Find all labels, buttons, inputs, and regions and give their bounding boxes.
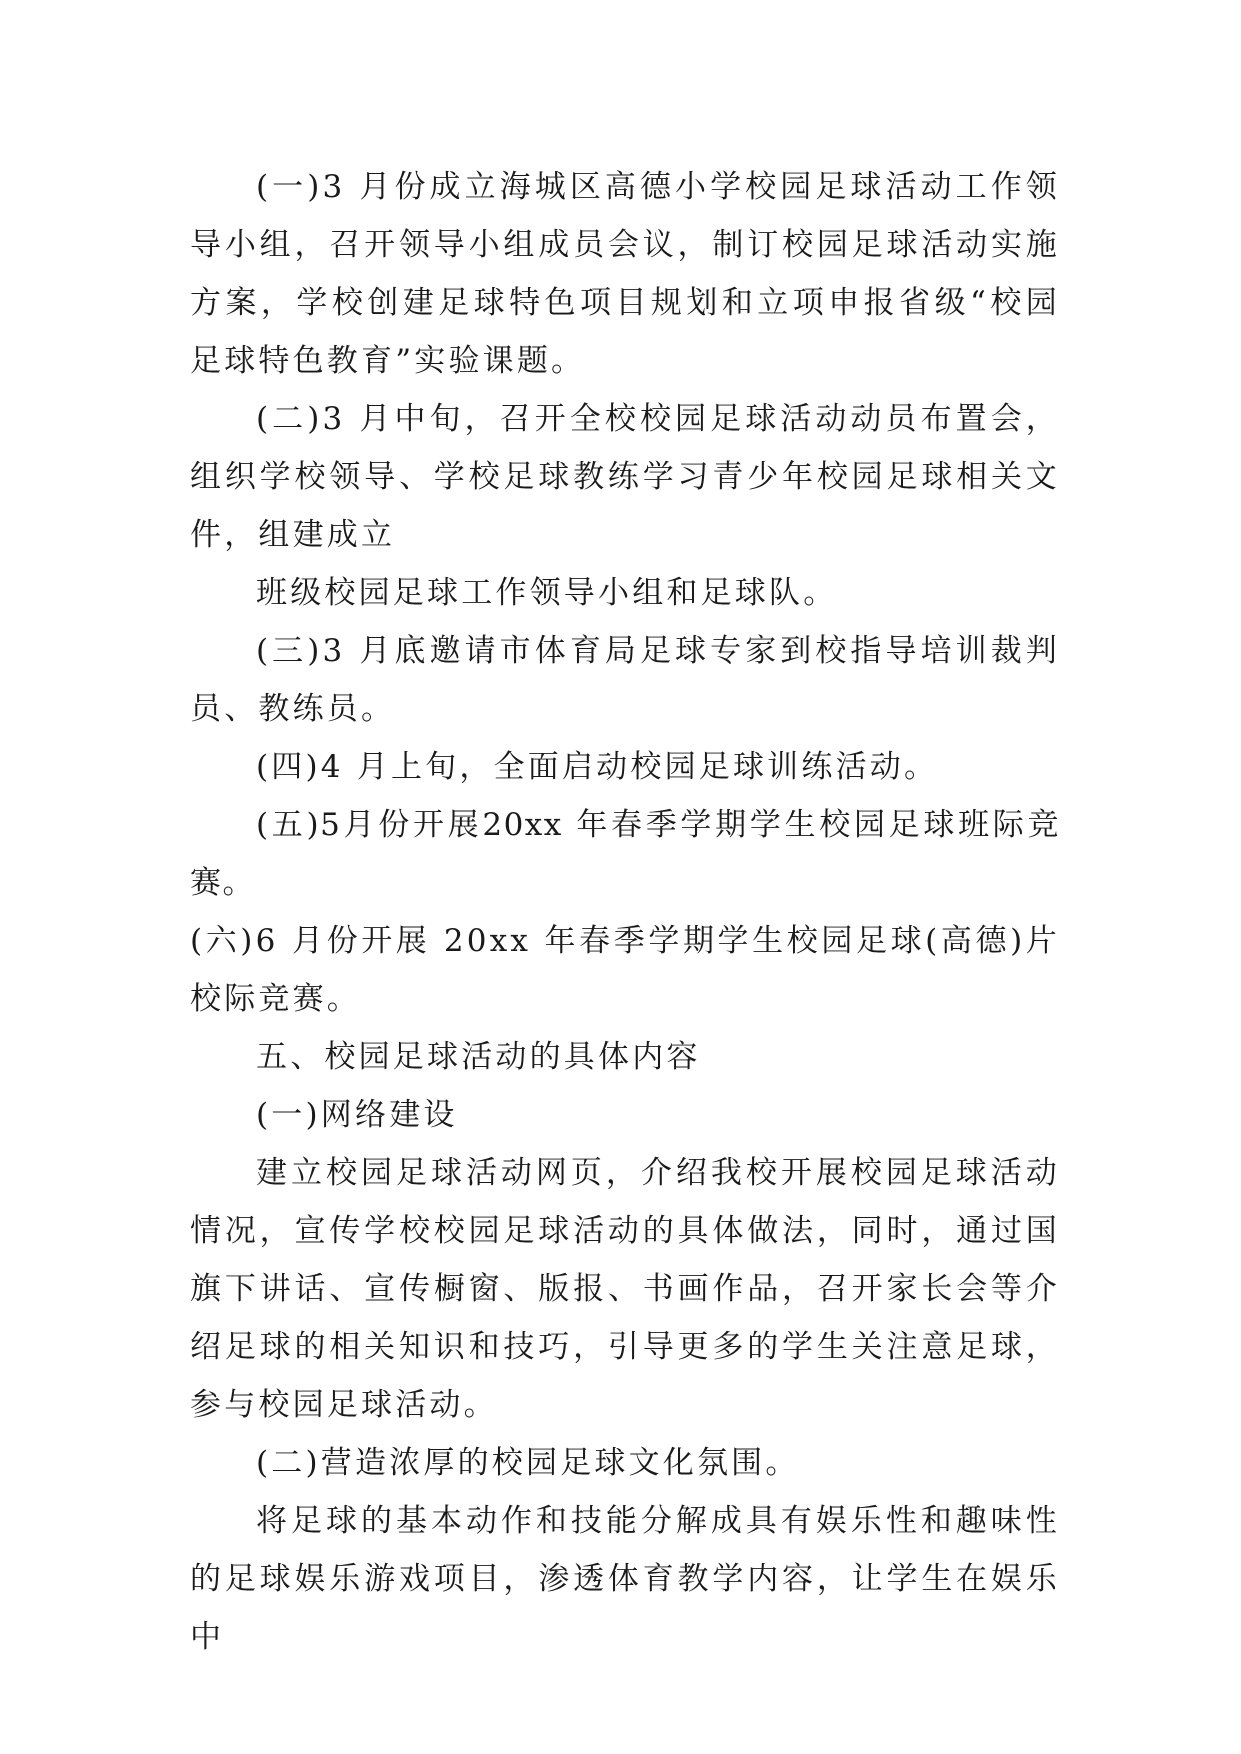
section-heading: 五、校园足球活动的具体内容 <box>256 1039 701 1075</box>
paragraph-2: (二)3 月中旬，召开全校校园足球活动动员布置会，组织学校领导、学校足球教练学习青少年校园足球相关文件，组建成立 <box>190 401 1060 553</box>
paragraph-culture: 将足球的基本动作和技能分解成具有娱乐性和趣味性的足球娱乐游戏项目，渗透体育教学内容，让学生在娱乐中 <box>190 1503 1060 1655</box>
paragraph-1: (一)3 月份成立海城区高德小学校园足球活动工作领导小组，召开领导小组成员会议，制订校园足球活动实施方案，学校创建足球特色项目规划和立项申报省级“校园足球特色教育”实验课题。 <box>190 169 1060 379</box>
paragraph-network: 建立校园足球活动网页，介绍我校开展校园足球活动情况，宣传学校校园足球活动的具体做法，同时，通过国旗下讲话、宣传橱窗、版报、书画作品，召开家长会等介绍足球的相关知识和技巧，引导更多的学生关注意足球，参与校园足球活动。 <box>190 1155 1060 1423</box>
document-body <box>190 158 1060 1666</box>
paragraph-5: (四)4 月上旬，全面启动校园足球训练活动。 <box>256 749 939 785</box>
subsection-heading-culture: (二)营造浓厚的校园足球文化氛围。 <box>256 1445 800 1481</box>
paragraph-7: (六)6 月份开展 20xx 年春季学期学生校园足球(高德)片校际竞赛。 <box>190 923 1060 1017</box>
paragraph-3: 班级校园足球工作领导小组和足球队。 <box>256 575 838 611</box>
subsection-heading-network: (一)网络建设 <box>256 1097 458 1133</box>
paragraph-6: (五)5月份开展20xx 年春季学期学生校园足球班际竞赛。 <box>190 807 1060 901</box>
paragraph-4: (三)3 月底邀请市体育局足球专家到校指导培训裁判员、教练员。 <box>190 633 1060 727</box>
